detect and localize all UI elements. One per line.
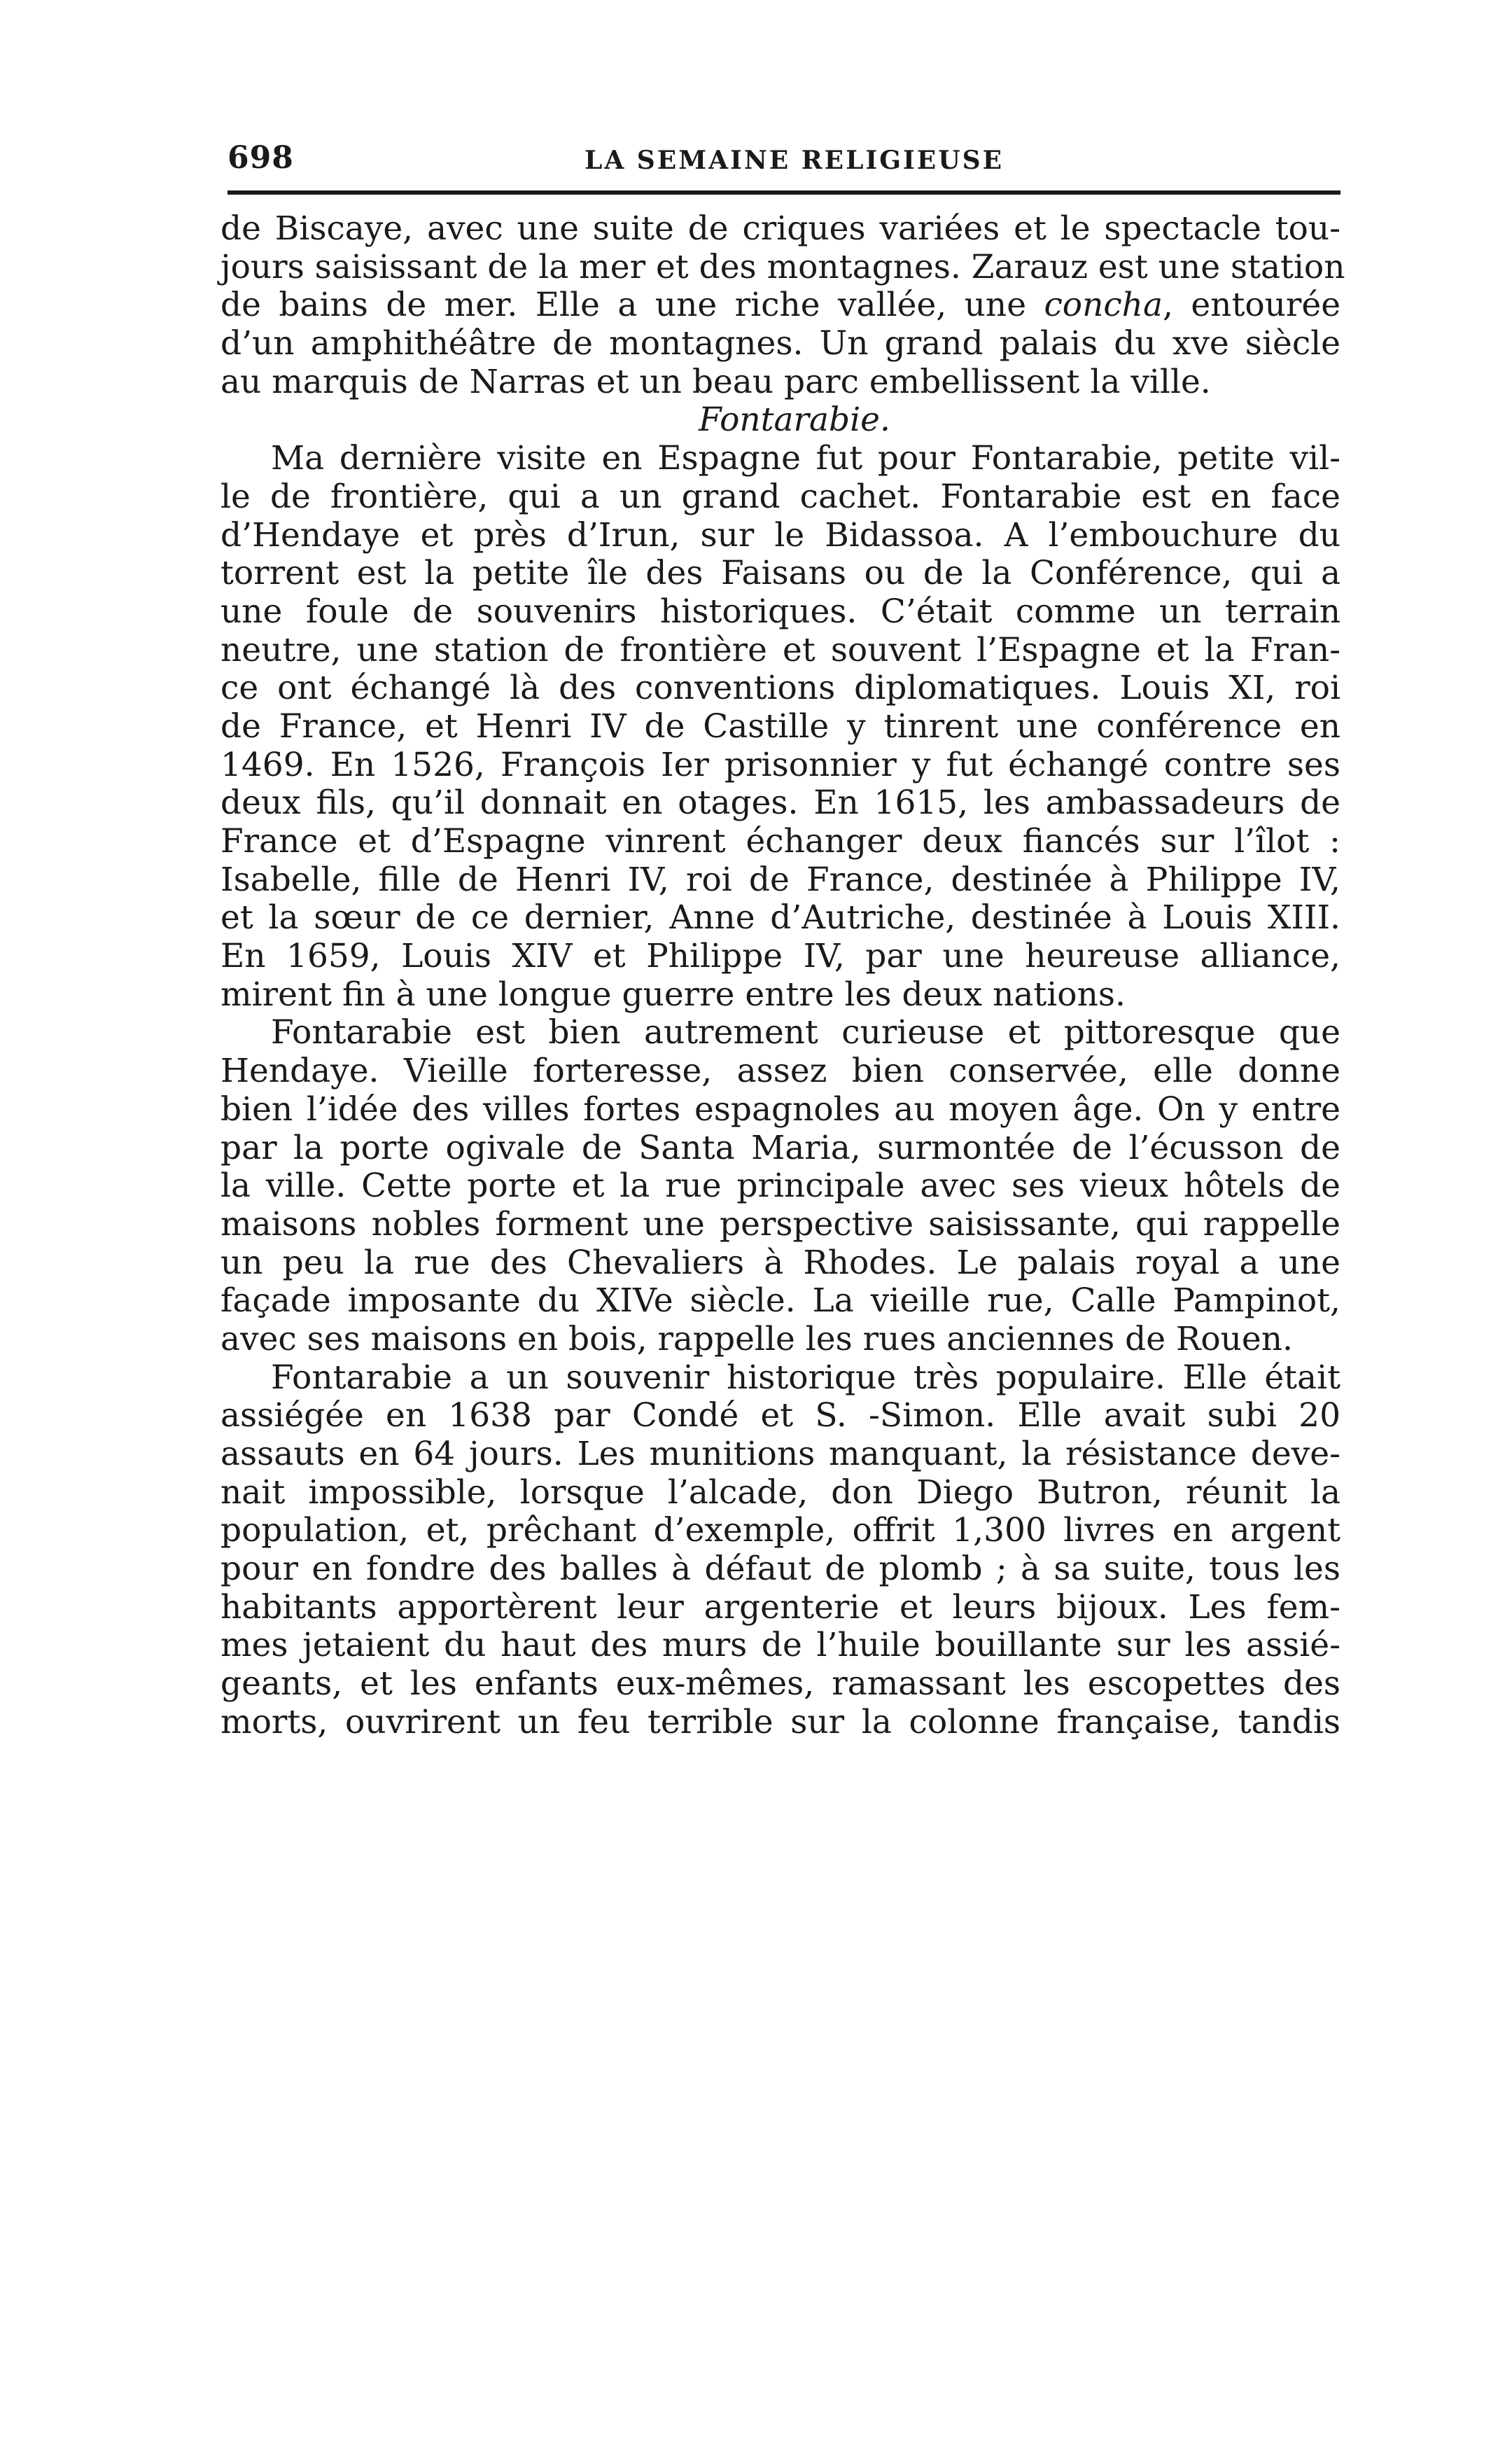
paragraph-4: [220, 1359, 1340, 1742]
italic-term: concha: [1044, 286, 1163, 325]
text-line: avec ses maisons en bois, rappelle les rues anciennes de Rouen.: [220, 1319, 1293, 1358]
text-line: maisons nobles forment une perspective saisissante, qui rappelle: [220, 1204, 1340, 1244]
text-line: assiégée en 1638 par Condé et S. -Simon. Elle avait subi 20: [220, 1396, 1340, 1435]
text-line: façade imposante du XIVe siècle. La vieille rue, Calle Pampinot,: [220, 1281, 1340, 1321]
text-line: nait impossible, lorsque l’alcade, don Diego Butron, réunit la: [220, 1473, 1340, 1512]
header-rule: [227, 190, 1340, 195]
text-line: Hendaye. Vieille forteresse, assez bien conservée, elle donne: [220, 1052, 1340, 1091]
text-fragment: , entourée: [1162, 286, 1341, 325]
text-line: 1469. En 1526, François Ier prisonnier y fut échangé contre ses: [220, 745, 1340, 784]
text-line: neutre, une station de frontière et souvent l’Espagne et la Fran-: [220, 630, 1340, 669]
text-line: geants, et les enfants eux-mêmes, ramassant les escopettes des: [220, 1664, 1340, 1704]
text-line: par la porte ogivale de Santa Maria, surmontée de l’écusson de: [220, 1128, 1340, 1167]
text-line: France et d’Espagne vinrent échanger deux fiancés sur l’îlot :: [220, 822, 1340, 861]
paragraph-2: [220, 440, 1340, 1014]
paragraph-3: [220, 1014, 1340, 1358]
text-line: assauts en 64 jours. Les munitions manquant, la résistance deve-: [220, 1435, 1340, 1473]
text-line: un peu la rue des Chevaliers à Rhodes. Le palais royal a une: [220, 1243, 1340, 1282]
text-line: pour en fondre des balles à défaut de plomb ; à sa suite, tous les: [220, 1550, 1340, 1589]
text-line: morts, ouvrirent un feu terrible sur la colonne française, tandis: [220, 1702, 1340, 1741]
text-line: jours saisissant de la mer et des montagnes. Zarauz est une station: [220, 247, 1345, 286]
text-line: mirent fin à une longue guerre entre les deux nations.: [220, 975, 1126, 1014]
text-line: de France, et Henri IV de Castille y tinrent une conférence en: [220, 707, 1340, 746]
text-line: Fontarabie a un souvenir historique très populaire. Elle était: [271, 1358, 1340, 1397]
text-line: [220, 286, 1340, 325]
text-line: une foule de souvenirs historiques. C’était comme un terrain: [220, 592, 1340, 631]
text-line: bien l’idée des villes fortes espagnoles au moyen âge. On y entre: [220, 1090, 1340, 1129]
page-number: 698: [227, 140, 294, 176]
text-line: habitants apportèrent leur argenterie et leurs bijoux. Les fem-: [220, 1587, 1340, 1627]
text-line: population, et, prêchant d’exemple, offrit 1,300 livres en argent: [220, 1511, 1340, 1550]
section-title: Fontarabie.: [699, 401, 890, 440]
text-line: et la sœur de ce dernier, Anne d’Autriche, destinée à Louis XIII.: [220, 898, 1340, 938]
page-header: [227, 140, 1340, 182]
text-line: deux fils, qu’il donnait en otages. En 1615, les ambassadeurs de: [220, 784, 1340, 823]
text-line: le de frontière, qui a un grand cachet. Fontarabie est en face: [220, 477, 1340, 516]
body-text: [220, 209, 1345, 1742]
text-line: d’Hendaye et près d’Irun, sur le Bidassoa. A l’embouchure du: [220, 515, 1340, 555]
text-line: En 1659, Louis XIV et Philippe IV, par une heureuse alliance,: [220, 937, 1340, 976]
running-title: LA SEMAINE RELIGIEUSE: [584, 146, 1004, 175]
text-fragment: de bains de mer. Elle a une riche vallée, une: [220, 286, 1044, 325]
paragraph-1: [220, 209, 1345, 401]
text-line: torrent est la petite île des Faisans ou de la Conférence, qui a: [220, 554, 1340, 593]
text-line: Fontarabie est bien autrement curieuse et pittoresque que: [271, 1013, 1340, 1052]
text-line: au marquis de Narras et un beau parc embellissent la ville.: [220, 362, 1211, 401]
text-line: la ville. Cette porte et la rue principale avec ses vieux hôtels de: [220, 1167, 1340, 1206]
text-line: Ma dernière visite en Espagne fut pour Fontarabie, petite vil-: [271, 439, 1340, 478]
text-line: ce ont échangé là des conventions diplomatiques. Louis XI, roi: [220, 669, 1340, 708]
text-line: Isabelle, fille de Henri IV, roi de France, destinée à Philippe IV,: [220, 860, 1340, 899]
text-line: de Biscaye, avec une suite de criques variées et le spectacle tou-: [220, 209, 1340, 248]
text-line: d’un amphithéâtre de montagnes. Un grand palais du xve siècle: [220, 324, 1340, 363]
text-line: mes jetaient du haut des murs de l’huile bouillante sur les assié-: [220, 1626, 1340, 1665]
